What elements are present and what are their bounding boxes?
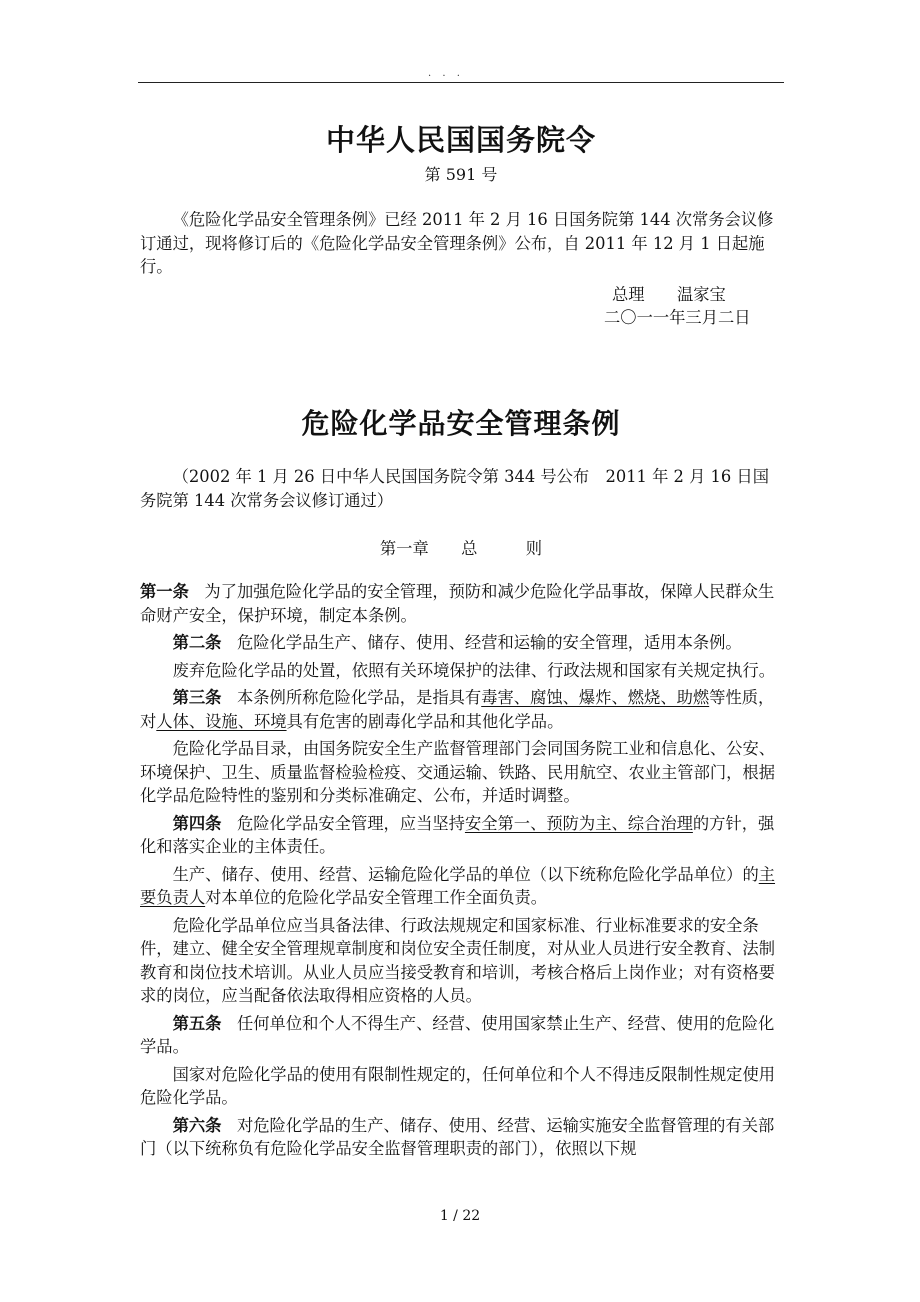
revision-note: （2002 年 1 月 26 日中华人民国国务院令第 344 号公布 2011 年 2 月 16 日国务院第 144 次常务会议修订通过） <box>140 467 769 510</box>
article-3-text-3: 具有危害的剧毒化学品和其他化学品。 <box>286 711 564 731</box>
article-6-text: 对危险化学品的生产、储存、使用、经营、运输实施安全监督管理的有关部门（以下统称负有危险化学品安全监督管理职责的部门），依照以下规 <box>140 1115 775 1158</box>
article-5-label: 第五条 <box>172 1013 222 1033</box>
article-5 <box>140 1012 782 1059</box>
regulation-title: 危险化学品安全管理条例 <box>301 407 621 440</box>
page-number: 1 / 22 <box>439 1208 481 1224</box>
decree-body: 《危险化学品安全管理条例》已经 2011 年 2 月 16 日国务院第 144 次常务会议修订通过，现将修订后的《危险化学品安全管理条例》公布，自 2011 年 12 月 1 日起施行。 <box>140 210 774 276</box>
signer-title: 总理 <box>612 285 645 304</box>
article-5-para-2: 国家对危险化学品的使用有限制性规定的，任何单位和个人不得违反限制性规定使用危险化学品。 <box>140 1064 776 1107</box>
article-2-label: 第二条 <box>172 633 222 652</box>
articles <box>140 580 782 1165</box>
article-3-text-2: 等性质，对 <box>140 688 775 731</box>
article-2 <box>140 631 782 655</box>
header-rule <box>138 82 784 83</box>
article-5-text: 任何单位和个人不得生产、经营、使用国家禁止生产、经营、使用的危险化学品。 <box>140 1013 775 1056</box>
decree-title: 中华人民国国务院令 <box>325 123 596 157</box>
header-marks: . . . <box>428 68 464 79</box>
article-3-label: 第三条 <box>172 688 222 707</box>
chapter-label: 第一章 <box>379 539 429 558</box>
chapter-heading <box>140 535 782 559</box>
signer-name: 温家宝 <box>676 285 726 304</box>
article-4-para-2-text-a: 生产、储存、使用、经营、运输危险化学品的单位（以下统称危险化学品单位）的 <box>172 864 759 884</box>
article-4-para-2 <box>140 863 782 910</box>
article-4-para-2-text-b: 对本单位的危险化学品安全管理工作全面负责。 <box>205 888 548 907</box>
article-1-text: 为了加强危险化学品的安全管理，预防和减少危险化学品事故，保障人民群众生命财产安全，保护环境，制定本条例。 <box>140 582 775 625</box>
article-2-para-2: 废弃危险化学品的处置，依照有关环境保护的法律、行政法规和国家有关规定执行。 <box>172 660 776 680</box>
article-3 <box>140 686 782 733</box>
article-4-text-1: 危险化学品安全管理，应当坚持 <box>236 813 465 833</box>
article-4-text-2: 的方针，强化和落实企业的主体责任。 <box>140 813 775 856</box>
article-3-underline-1: 毒害、腐蚀、爆炸、燃烧、助燃 <box>481 688 710 707</box>
chapter-title-b: 则 <box>525 539 543 558</box>
article-4 <box>140 812 782 859</box>
article-4-label: 第四条 <box>172 813 222 833</box>
article-4-para-3: 危险化学品单位应当具备法律、行政法规规定和国家标准、行业标准要求的安全条件，建立、健全安全管理规章制度和岗位安全责任制度，对从业人员进行安全教育、法制教育和岗位技术培训。从业人员应当接受教育和培训，考核合格后上岗作业；对有资格要求的岗位，应当配备依法取得相应资格的人员。 <box>140 915 775 1005</box>
article-1 <box>140 580 782 627</box>
article-3-para-2: 危险化学品目录，由国务院安全生产监督管理部门会同国务院工业和信息化、公安、环境保护、卫生、质量监督检验检疫、交通运输、铁路、民用航空、农业主管部门，根据化学品危险特性的鉴别和分类标准确定、公布，并适时调整。 <box>140 739 776 805</box>
decree-number: 第 591 号 <box>424 165 498 184</box>
article-3-underline-2: 人体、设施、环境 <box>156 711 287 731</box>
article-6-label: 第六条 <box>172 1115 222 1135</box>
article-4-underline-1: 安全第一、预防为主、综合治理 <box>464 813 693 833</box>
article-1-label: 第一条 <box>140 582 189 601</box>
signer-line <box>612 281 726 305</box>
article-3-text-1: 本条例所称危险化学品，是指具有 <box>236 688 482 707</box>
article-4-para-2-underline: 主要负责人 <box>140 864 776 907</box>
decree-date: 二〇一一年三月二日 <box>604 308 751 327</box>
article-6 <box>140 1114 782 1161</box>
chapter-title-a: 总 <box>461 539 478 558</box>
article-2-text: 危险化学品生产、储存、使用、经营和运输的安全管理，适用本条例。 <box>236 633 742 652</box>
